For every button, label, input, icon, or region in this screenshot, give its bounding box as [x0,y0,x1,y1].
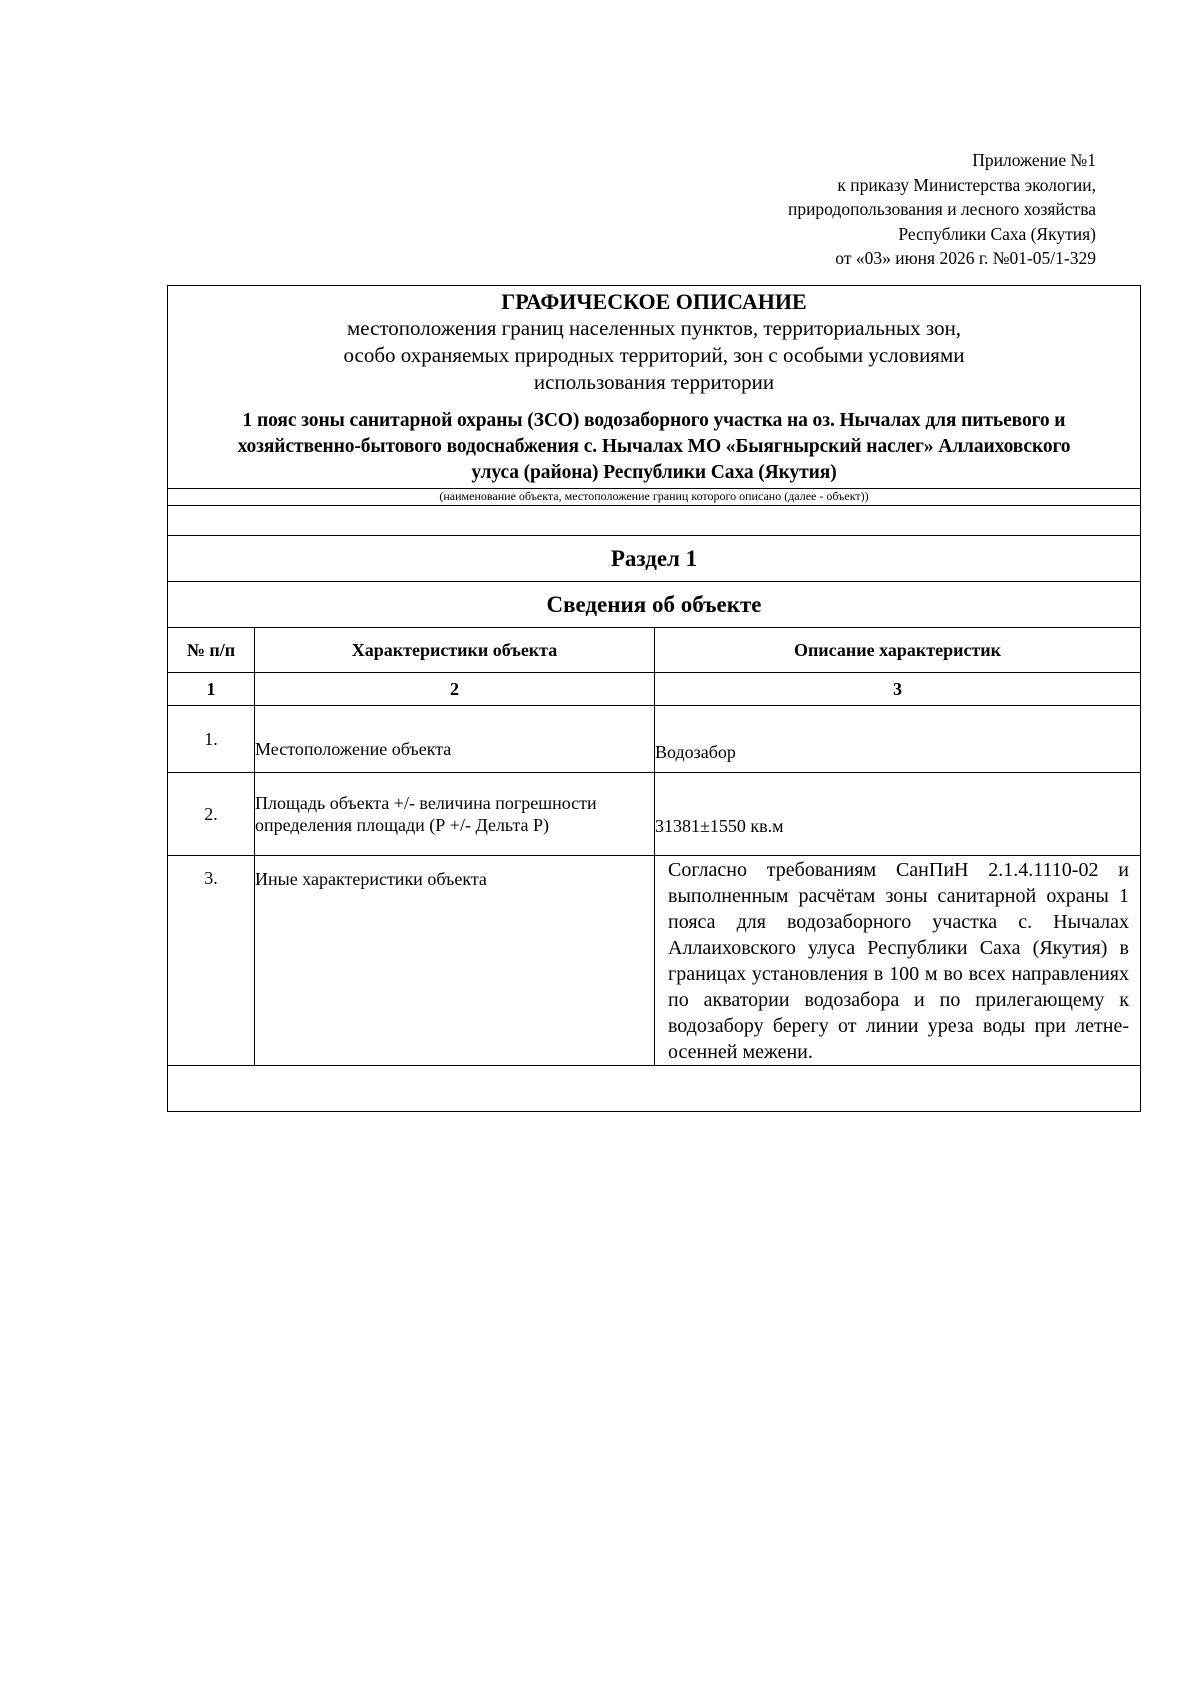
object-name-line: улуса (района) Республики Саха (Якутия) [471,462,837,483]
row-number: 2. [168,773,255,856]
row-number: 3. [168,856,255,1066]
row-characteristic: Местоположение объекта [255,706,655,773]
column-number: 3 [655,673,1141,706]
object-name-line: хозяйственно-бытового водоснабжения с. Нычалах МО «Быягнырский наслег» Аллаиховского [237,436,1071,457]
appendix-block [788,148,1096,271]
section-title: Раздел 1 [168,536,1141,582]
row-description: 31381±1550 кв.м [655,773,1141,856]
column-header-number: № п/п [168,628,255,673]
row-characteristic: Иные характеристики объекта [255,856,655,1066]
row-number: 1. [168,706,255,773]
appendix-line: к приказу Министерства экологии, [837,174,1096,195]
appendix-line: Приложение №1 [972,150,1096,170]
column-number: 2 [255,673,655,706]
empty-footer-row [168,1066,1141,1112]
column-number: 1 [168,673,255,706]
object-name-line: 1 пояс зоны санитарной охраны (ЗСО) водозаборного участка на оз. Нычалах для питьевого и [242,410,1066,431]
column-header-description: Описание характеристик [655,628,1141,673]
header-cell [168,286,1141,489]
appendix-line: природопользования и лесного хозяйства [787,199,1096,219]
document-title: ГРАФИЧЕСКОЕ ОПИСАНИЕ [501,289,807,314]
document-subtitle [168,315,1140,396]
graphic-description-table [167,285,1141,1112]
appendix-line: Республики Саха (Якутия) [898,223,1096,244]
note-text: (наименование объекта, местоположение границ которого описано (далее - объект)) [439,489,869,503]
table-row [168,856,1141,1066]
section-subtitle: Сведения об объекте [168,582,1141,628]
object-name-note [168,489,1141,506]
subtitle-line: местоположения границ населенных пунктов, территориальных зон, [346,316,962,340]
object-name [168,408,1140,486]
table-row [168,706,1141,773]
column-header-characteristic: Характеристики объекта [255,628,655,673]
subtitle-line: особо охраняемых природных территорий, зон с особыми условиями [343,343,965,367]
row-description: Водозабор [655,706,1141,773]
appendix-line: от «03» июня 2026 г. №01-05/1-329 [835,248,1096,268]
spacer-row [168,506,1141,536]
row-characteristic: Площадь объекта +/- величина погрешности определения площади (Р +/- Дельта Р) [255,773,655,856]
table-row [168,773,1141,856]
row-description: Согласно требованиям СанПиН 2.1.4.1110-02 и выполненным расчётам зоны санитарной охраны 1 пояса для водозаборного участка с. Нычалах Аллаиховского улуса Республики Саха (Якутия) в границах установления в 100 м во всех направлениях по акватории водозабора и по прилегающему к водозабору берегу от линии уреза воды при летне-осенней межени. [655,856,1141,1066]
subtitle-line: использования территории [533,370,775,394]
